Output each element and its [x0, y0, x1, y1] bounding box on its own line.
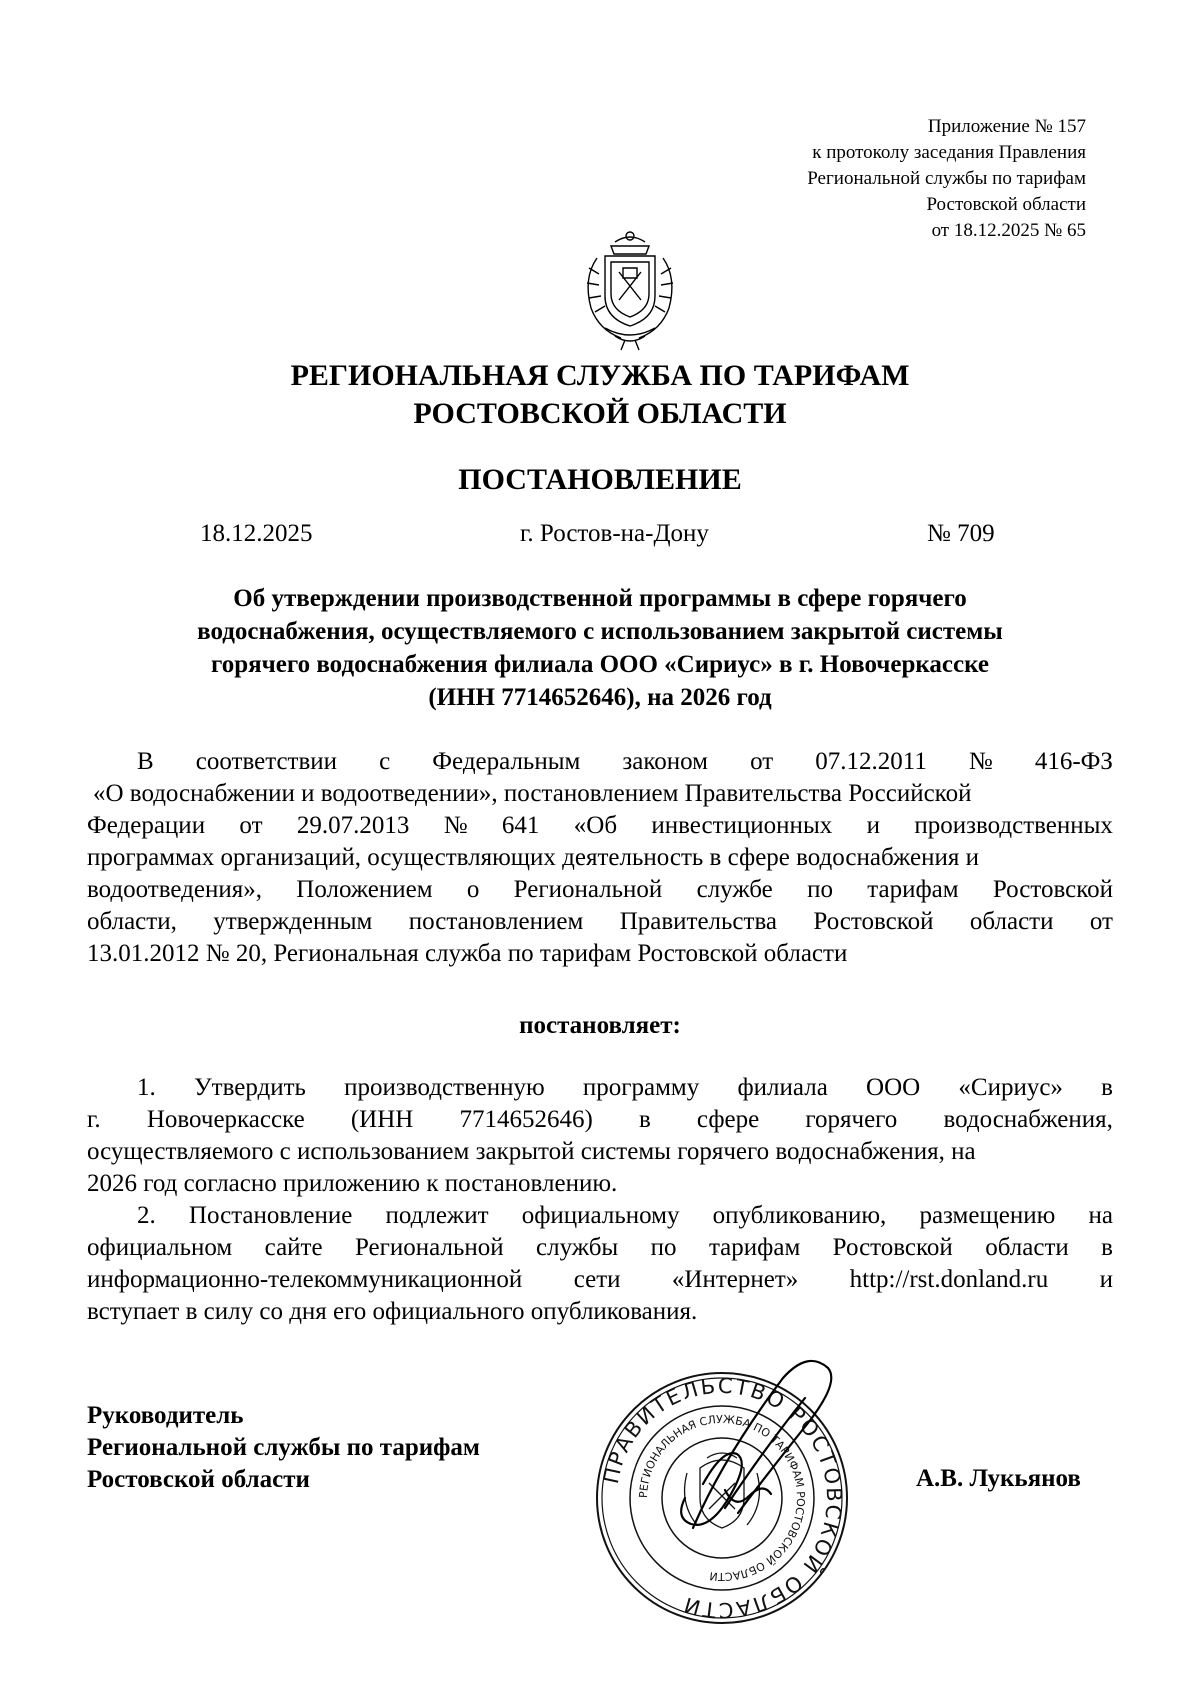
text-line: 13.01.2012 № 20, Региональная служба по тарифам Ростовской области [87, 940, 848, 967]
word: № [443, 812, 468, 839]
word: размещению [919, 1202, 1056, 1229]
text-line: программах организаций, осуществляющих деятельность в сфере водоснабжения и [87, 844, 979, 871]
word: о [466, 876, 480, 903]
justified-line [87, 746, 1113, 778]
word: «Сириус» [958, 1074, 1063, 1101]
word: службе [696, 876, 773, 903]
word: Постановление [188, 1202, 353, 1229]
word: области, [87, 908, 177, 935]
word: сети [573, 1266, 621, 1293]
word: Положением [296, 876, 433, 903]
appendix-line: Региональной службы по тарифам [807, 168, 1086, 189]
word: сфере [696, 1106, 760, 1133]
justified-line [87, 1200, 1113, 1232]
preamble-paragraph [87, 746, 1113, 970]
word: по [650, 1234, 677, 1261]
justified-line [87, 1264, 1113, 1296]
word: по [807, 876, 833, 903]
word: службы [536, 1234, 619, 1261]
justified-line [87, 810, 1113, 842]
appendix-line: к протоколу заседания Правления [812, 142, 1086, 163]
word: законом [622, 748, 708, 775]
word: «Интернет» [671, 1266, 799, 1293]
word: Федеральным [432, 748, 581, 775]
word: Ростовской [813, 908, 934, 935]
word: программу [582, 1074, 700, 1101]
seal-outer-text: ПРАВИТЕЛЬСТВО РОСТОВСКОЙ ОБЛАСТИ [598, 1373, 847, 1623]
coat-of-arms-icon [575, 228, 685, 353]
justified-line [87, 1104, 1113, 1136]
word: производственных [914, 812, 1113, 839]
word: официальном [87, 1234, 233, 1261]
word: опубликованию, [712, 1202, 887, 1229]
word: «Об [573, 812, 618, 839]
decree-item-2 [87, 1200, 1113, 1328]
word: Ростовской [832, 1234, 953, 1261]
justified-line [87, 1232, 1113, 1264]
word: от [750, 748, 774, 775]
word: http://rst.donland.ru [849, 1266, 1049, 1293]
decree-word: постановляет: [519, 1012, 681, 1039]
word: Региональной [513, 876, 663, 903]
word: производственную [344, 1074, 545, 1101]
word: подлежит [385, 1202, 489, 1229]
word: на [1088, 1202, 1113, 1229]
appendix-line: Приложение № 157 [927, 116, 1086, 137]
word: 7714652646) [459, 1106, 593, 1133]
signer-title-line: Ростовской области [87, 1466, 310, 1493]
official-seal-icon [575, 1348, 870, 1648]
word: области [969, 908, 1054, 935]
word: водоснабжения, [943, 1106, 1113, 1133]
word: с [379, 748, 391, 775]
justified-line [87, 874, 1113, 906]
signer-title [87, 1400, 480, 1496]
word: утвержденным [213, 908, 373, 935]
word: от [239, 812, 263, 839]
document-city: г. Ростов-на-Дону [520, 520, 709, 547]
decree-item-1 [87, 1072, 1113, 1200]
word: ООО [866, 1074, 921, 1101]
word: в [1101, 1074, 1113, 1101]
word: филиала [737, 1074, 828, 1101]
word: официальному [521, 1202, 680, 1229]
word: сайте [264, 1234, 323, 1261]
signer-name: А.В. Лукьянов [916, 1465, 1081, 1492]
word: Утвердить [193, 1074, 306, 1101]
word: 1. [137, 1074, 156, 1101]
appendix-note [807, 114, 1086, 244]
subject-line: водоснабжения, осуществляемого с использованием закрытой системы [197, 618, 1003, 645]
word: и [866, 812, 880, 839]
word: № [968, 748, 993, 775]
word: области [985, 1234, 1069, 1261]
seal-inner-text: РЕГИОНАЛЬНАЯ СЛУЖБА ПО ТАРИФАМ РОСТОВСКОЙ ОБЛАСТИ [636, 1412, 808, 1584]
text-line: осуществляемого с использованием закрытой системы горячего водоснабжения, на [87, 1138, 976, 1165]
word: 29.07.2013 [296, 812, 410, 839]
word: и [1099, 1266, 1113, 1293]
word: тарифам [867, 876, 959, 903]
document-number: № 709 [927, 520, 995, 547]
word: 2. [137, 1202, 156, 1229]
word: Правительства [619, 908, 778, 935]
word: горячего [805, 1106, 898, 1133]
word: Новочеркасске [146, 1106, 305, 1133]
text-line: вступает в силу со дня его официального опубликования. [87, 1298, 698, 1325]
justified-line [87, 1072, 1113, 1104]
subject-line: Об утверждении производственной программы в сфере горячего [233, 585, 967, 612]
organization-line: РЕГИОНАЛЬНАЯ СЛУЖБА ПО ТАРИФАМ [290, 359, 910, 392]
word: (ИНН [350, 1106, 414, 1133]
word: в [1101, 1234, 1113, 1261]
appendix-line: от 18.12.2025 № 65 [931, 220, 1086, 241]
word: постановлением [408, 908, 584, 935]
organization-line: РОСТОВСКОЙ ОБЛАСТИ [413, 397, 787, 430]
word: соответствии [195, 748, 338, 775]
word: 641 [501, 812, 540, 839]
word: инвестиционных [651, 812, 833, 839]
document-type: ПОСТАНОВЛЕНИЕ [458, 463, 742, 496]
svg-text:ПРАВИТЕЛЬСТВО РОСТОВСКОЙ ОБЛАС [599, 1374, 846, 1622]
subject-line: горячего водоснабжения филиала ООО «Сириус» в г. Новочеркасске [211, 651, 989, 678]
word: информационно-телекоммуникационной [87, 1266, 523, 1293]
text-line: «О водоснабжении и водоотведении», постановлением Правительства Российской [93, 780, 972, 807]
word: в [638, 1106, 651, 1133]
word: Ростовской [992, 876, 1113, 903]
word: от [1089, 908, 1113, 935]
word: г. [87, 1106, 101, 1133]
word: В [137, 748, 154, 775]
word: Региональной [354, 1234, 504, 1261]
word: 07.12.2011 [815, 748, 927, 775]
justified-line [87, 906, 1113, 938]
document-date: 18.12.2025 [200, 520, 313, 547]
document-subject [0, 582, 1200, 714]
appendix-line: Ростовской области [926, 194, 1086, 215]
organization-name [0, 357, 1200, 433]
word: 416-ФЗ [1034, 748, 1113, 775]
text-line: 2026 год согласно приложению к постановлению. [87, 1170, 618, 1197]
signer-title-line: Региональной службы по тарифам [87, 1434, 480, 1461]
word: тарифам [708, 1234, 801, 1261]
word: водоотведения», [87, 876, 262, 903]
signer-title-line: Руководитель [87, 1402, 244, 1429]
word: Федерации [87, 812, 206, 839]
subject-line: (ИНН 7714652646), на 2026 год [428, 684, 772, 711]
